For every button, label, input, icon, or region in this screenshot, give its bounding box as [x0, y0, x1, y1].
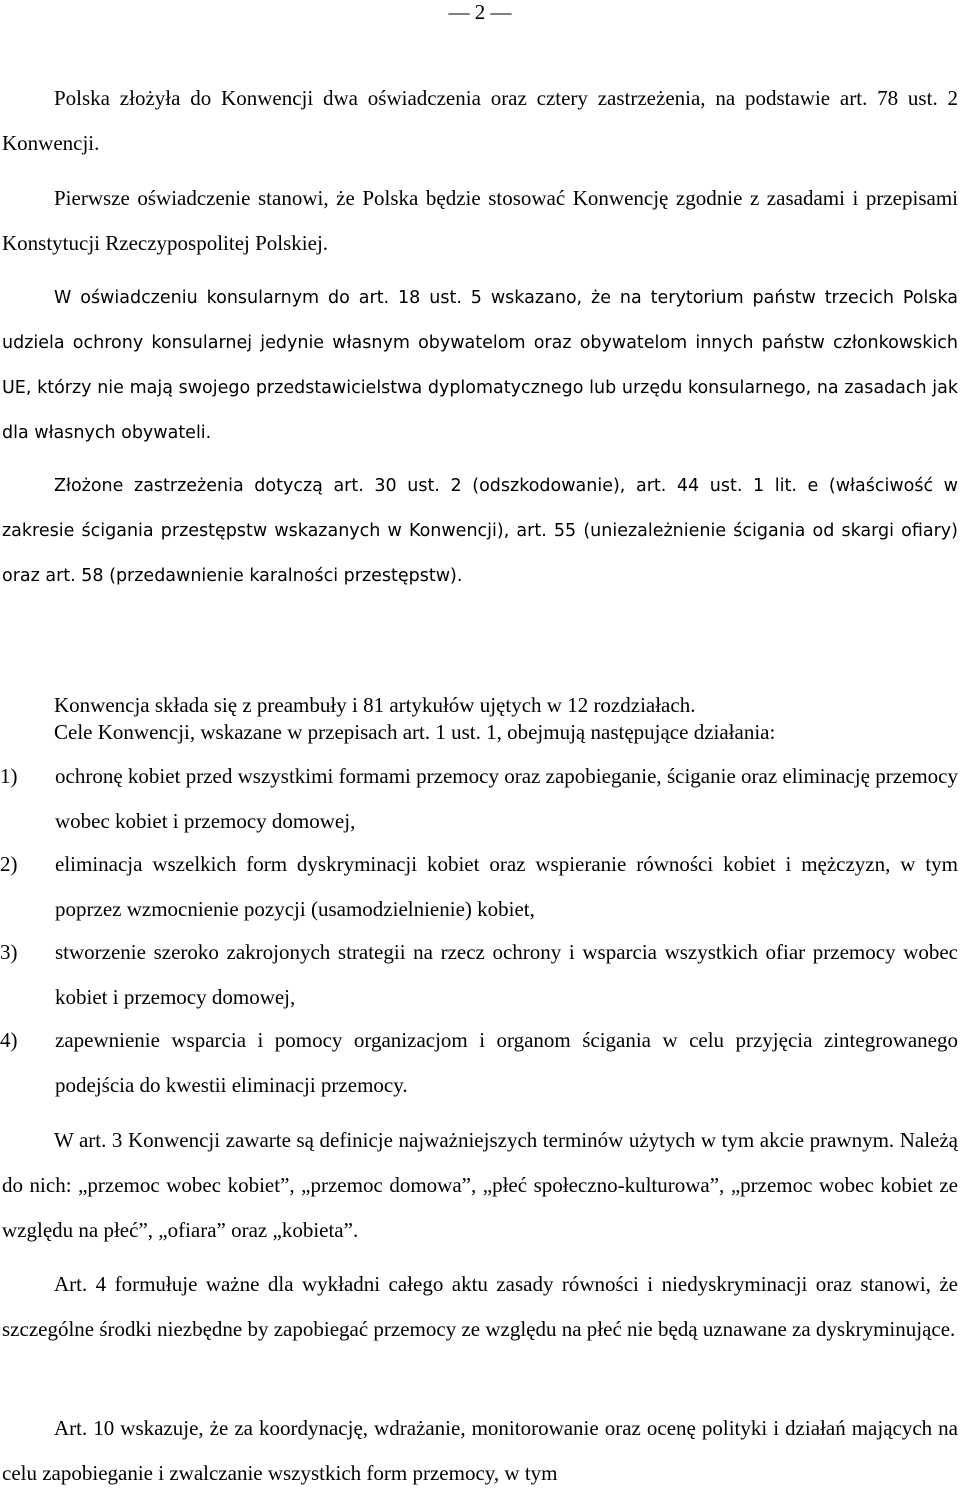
paragraph-article-3: W art. 3 Konwencji zawarte są definicje najważniejszych terminów użytych w tym akcie prawnym. Należą do nich: „przemoc wobec kobiet”, „przemoc domowa”, „płeć społeczno-kulturowa”, „przemoc wobec kobiet ze względu na płeć”, „ofiara” oraz „kobieta”. [2, 1128, 958, 1242]
paragraph-declarations-intro: Polska złożyła do Konwencji dwa oświadczenia oraz cztery zastrzeżenia, na podstawie art. 78 ust. 2 Konwencji. [2, 86, 958, 155]
list-item-number: 1) [0, 764, 18, 788]
list-item-text: stworzenie szeroko zakrojonych strategii na rzecz ochrony i wsparcia wszystkich ofiar przemocy wobec kobiet i przemocy domowej, [55, 940, 958, 1009]
list-item [0, 754, 958, 844]
list-item-text: ochronę kobiet przed wszystkimi formami przemocy oraz zapobieganie, ściganie oraz eliminację przemocy wobec kobiet i przemocy domowej, [55, 764, 958, 833]
list-item [0, 930, 958, 1020]
paragraph-first-declaration: Pierwsze oświadczenie stanowi, że Polska będzie stosować Konwencję zgodnie z zasadami i przepisami Konstytucji Rzeczypospolitej Polskiej. [2, 186, 958, 255]
paragraph-article-4: Art. 4 formułuje ważne dla wykładni całego aktu zasady równości i niedyskryminacji oraz stanowi, że szczególne środki niezbędne by zapobiegać przemocy ze względu na płeć nie będą uznawane za dyskryminujące. [2, 1272, 958, 1341]
page-number: — 2 — [448, 0, 512, 24]
list-item-number: 2) [0, 852, 18, 876]
list-item-text: eliminacja wszelkich form dyskryminacji kobiet oraz wspieranie równości kobiet i mężczyzn, w tym poprzez wzmocnienie pozycji (usamodzielnienie) kobiet, [55, 852, 958, 921]
paragraph-consular-declaration: W oświadczeniu konsularnym do art. 18 ust. 5 wskazano, że na terytorium państw trzecich Polska udziela ochrony konsularnej jedynie własnym obywatelom oraz obywatelom innych państw członkowskich UE, którzy nie mają swojego przedstawicielstwa dyplomatycznego lub urzędu konsularnego, na zasadach jak dla własnych obywateli. [2, 288, 958, 443]
list-item [0, 842, 958, 932]
paragraph-article-10: Art. 10 wskazuje, że za koordynację, wdrażanie, monitorowanie oraz ocenę polityki i działań mających na celu zapobieganie i zwalczanie wszystkich form przemocy, w tym [2, 1416, 958, 1485]
list-item-number: 4) [0, 1028, 18, 1052]
list-item-text: zapewnienie wsparcia i pomocy organizacjom i organom ścigania w celu przyjęcia zintegrowanego podejścia do kwestii eliminacji przemocy. [55, 1028, 958, 1097]
paragraph-convention-structure: Konwencja składa się z preambuły i 81 artykułów ujętych w 12 rozdziałach. [54, 693, 696, 717]
paragraph-reservations: Złożone zastrzeżenia dotyczą art. 30 ust. 2 (odszkodowanie), art. 44 ust. 1 lit. e (właściwość w zakresie ścigania przestępstw wskazanych w Konwencji), art. 55 (uniezależnienie ścigania od skargi ofiary) oraz art. 58 (przedawnienie karalności przestępstw). [2, 476, 958, 586]
list-item [0, 1018, 958, 1108]
paragraph-goals-intro: Cele Konwencji, wskazane w przepisach art. 1 ust. 1, obejmują następujące działania: [54, 720, 776, 744]
list-item-number: 3) [0, 940, 18, 964]
